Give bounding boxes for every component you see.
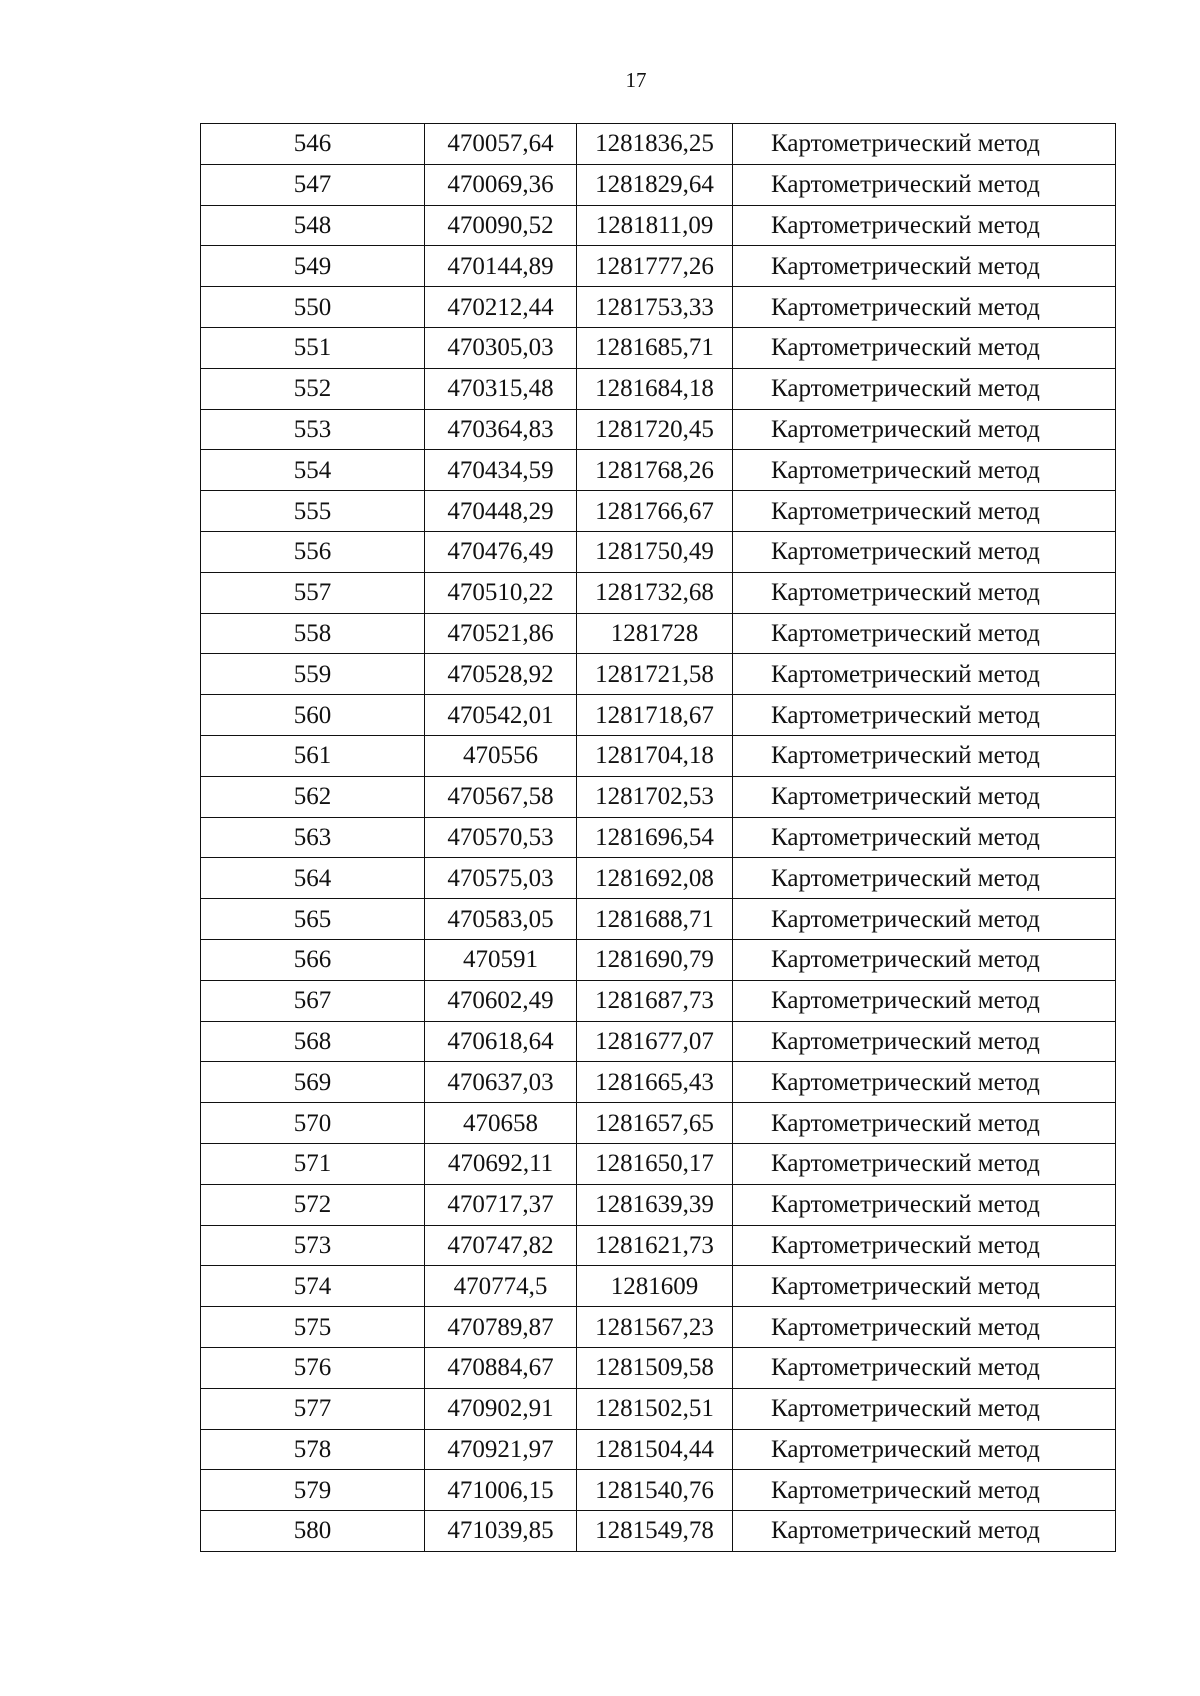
y-coordinate-cell: 1281777,26 [577,246,733,287]
x-coordinate-cell: 470637,03 [425,1062,577,1103]
coordinates-table-body [201,124,1116,1552]
point-number-cell: 571 [201,1143,425,1184]
method-cell: Картометрический метод [733,695,1116,736]
x-coordinate-cell: 470747,82 [425,1225,577,1266]
x-coordinate-cell: 470774,5 [425,1266,577,1307]
method-cell: Картометрический метод [733,246,1116,287]
table-row [201,939,1116,980]
y-coordinate-cell: 1281702,53 [577,776,733,817]
method-cell: Картометрический метод [733,939,1116,980]
x-coordinate-cell: 470434,59 [425,450,577,491]
x-coordinate-cell: 470717,37 [425,1184,577,1225]
y-coordinate-cell: 1281621,73 [577,1225,733,1266]
x-coordinate-cell: 470212,44 [425,287,577,328]
y-coordinate-cell: 1281502,51 [577,1388,733,1429]
method-cell: Картометрический метод [733,899,1116,940]
x-coordinate-cell: 470583,05 [425,899,577,940]
table-row [201,246,1116,287]
y-coordinate-cell: 1281692,08 [577,858,733,899]
x-coordinate-cell: 470692,11 [425,1143,577,1184]
method-cell: Картометрический метод [733,450,1116,491]
method-cell: Картометрический метод [733,1347,1116,1388]
point-number-cell: 555 [201,491,425,532]
method-cell: Картометрический метод [733,1062,1116,1103]
table-row [201,1388,1116,1429]
point-number-cell: 573 [201,1225,425,1266]
table-row [201,1062,1116,1103]
point-number-cell: 548 [201,205,425,246]
point-number-cell: 554 [201,450,425,491]
table-row [201,1470,1116,1511]
table-row [201,858,1116,899]
x-coordinate-cell: 470305,03 [425,327,577,368]
table-row [201,1429,1116,1470]
x-coordinate-cell: 470602,49 [425,980,577,1021]
y-coordinate-cell: 1281690,79 [577,939,733,980]
table-row [201,327,1116,368]
table-row [201,817,1116,858]
x-coordinate-cell: 470528,92 [425,654,577,695]
point-number-cell: 552 [201,368,425,409]
method-cell: Картометрический метод [733,1511,1116,1552]
y-coordinate-cell: 1281836,25 [577,124,733,165]
method-cell: Картометрический метод [733,1184,1116,1225]
x-coordinate-cell: 470364,83 [425,409,577,450]
y-coordinate-cell: 1281639,39 [577,1184,733,1225]
table-row [201,776,1116,817]
method-cell: Картометрический метод [733,1021,1116,1062]
point-number-cell: 569 [201,1062,425,1103]
y-coordinate-cell: 1281688,71 [577,899,733,940]
table-row [201,899,1116,940]
point-number-cell: 546 [201,124,425,165]
y-coordinate-cell: 1281657,65 [577,1103,733,1144]
method-cell: Картометрический метод [733,1143,1116,1184]
y-coordinate-cell: 1281753,33 [577,287,733,328]
point-number-cell: 578 [201,1429,425,1470]
y-coordinate-cell: 1281685,71 [577,327,733,368]
method-cell: Картометрический метод [733,287,1116,328]
x-coordinate-cell: 470069,36 [425,164,577,205]
method-cell: Картометрический метод [733,1225,1116,1266]
method-cell: Картометрический метод [733,1103,1116,1144]
y-coordinate-cell: 1281720,45 [577,409,733,450]
y-coordinate-cell: 1281540,76 [577,1470,733,1511]
method-cell: Картометрический метод [733,1266,1116,1307]
method-cell: Картометрический метод [733,858,1116,899]
method-cell: Картометрический метод [733,817,1116,858]
method-cell: Картометрический метод [733,613,1116,654]
y-coordinate-cell: 1281687,73 [577,980,733,1021]
x-coordinate-cell: 470884,67 [425,1347,577,1388]
table-row [201,491,1116,532]
x-coordinate-cell: 470090,52 [425,205,577,246]
point-number-cell: 580 [201,1511,425,1552]
y-coordinate-cell: 1281609 [577,1266,733,1307]
point-number-cell: 560 [201,695,425,736]
y-coordinate-cell: 1281718,67 [577,695,733,736]
y-coordinate-cell: 1281829,64 [577,164,733,205]
point-number-cell: 577 [201,1388,425,1429]
table-row [201,572,1116,613]
y-coordinate-cell: 1281811,09 [577,205,733,246]
point-number-cell: 572 [201,1184,425,1225]
y-coordinate-cell: 1281721,58 [577,654,733,695]
point-number-cell: 556 [201,531,425,572]
point-number-cell: 557 [201,572,425,613]
y-coordinate-cell: 1281704,18 [577,735,733,776]
point-number-cell: 551 [201,327,425,368]
method-cell: Картометрический метод [733,572,1116,613]
point-number-cell: 567 [201,980,425,1021]
y-coordinate-cell: 1281567,23 [577,1307,733,1348]
table-row [201,1266,1116,1307]
y-coordinate-cell: 1281750,49 [577,531,733,572]
method-cell: Картометрический метод [733,1307,1116,1348]
coordinates-table [200,123,1116,1552]
table-row [201,124,1116,165]
table-row [201,164,1116,205]
table-row [201,287,1116,328]
y-coordinate-cell: 1281684,18 [577,368,733,409]
x-coordinate-cell: 470556 [425,735,577,776]
x-coordinate-cell: 470658 [425,1103,577,1144]
x-coordinate-cell: 470542,01 [425,695,577,736]
y-coordinate-cell: 1281766,67 [577,491,733,532]
table-row [201,1184,1116,1225]
table-row [201,1021,1116,1062]
table-row [201,450,1116,491]
table-row [201,980,1116,1021]
x-coordinate-cell: 470575,03 [425,858,577,899]
y-coordinate-cell: 1281677,07 [577,1021,733,1062]
method-cell: Картометрический метод [733,1470,1116,1511]
table-row [201,368,1116,409]
point-number-cell: 574 [201,1266,425,1307]
x-coordinate-cell: 471006,15 [425,1470,577,1511]
y-coordinate-cell: 1281732,68 [577,572,733,613]
table-row [201,1103,1116,1144]
point-number-cell: 576 [201,1347,425,1388]
y-coordinate-cell: 1281665,43 [577,1062,733,1103]
y-coordinate-cell: 1281650,17 [577,1143,733,1184]
x-coordinate-cell: 470510,22 [425,572,577,613]
x-coordinate-cell: 470570,53 [425,817,577,858]
point-number-cell: 561 [201,735,425,776]
point-number-cell: 575 [201,1307,425,1348]
method-cell: Картометрический метод [733,205,1116,246]
x-coordinate-cell: 470921,97 [425,1429,577,1470]
method-cell: Картометрический метод [733,164,1116,205]
x-coordinate-cell: 470448,29 [425,491,577,532]
point-number-cell: 559 [201,654,425,695]
table-row [201,613,1116,654]
point-number-cell: 564 [201,858,425,899]
point-number-cell: 568 [201,1021,425,1062]
y-coordinate-cell: 1281768,26 [577,450,733,491]
method-cell: Картометрический метод [733,1388,1116,1429]
y-coordinate-cell: 1281549,78 [577,1511,733,1552]
method-cell: Картометрический метод [733,491,1116,532]
y-coordinate-cell: 1281728 [577,613,733,654]
method-cell: Картометрический метод [733,735,1116,776]
table-row [201,695,1116,736]
method-cell: Картометрический метод [733,1429,1116,1470]
table-row [201,205,1116,246]
x-coordinate-cell: 470057,64 [425,124,577,165]
x-coordinate-cell: 470315,48 [425,368,577,409]
y-coordinate-cell: 1281696,54 [577,817,733,858]
table-row [201,1307,1116,1348]
table-row [201,1347,1116,1388]
method-cell: Картометрический метод [733,124,1116,165]
point-number-cell: 565 [201,899,425,940]
point-number-cell: 570 [201,1103,425,1144]
table-row [201,735,1116,776]
y-coordinate-cell: 1281509,58 [577,1347,733,1388]
table-row [201,1143,1116,1184]
table-row [201,1225,1116,1266]
y-coordinate-cell: 1281504,44 [577,1429,733,1470]
x-coordinate-cell: 470476,49 [425,531,577,572]
x-coordinate-cell: 470567,58 [425,776,577,817]
x-coordinate-cell: 470902,91 [425,1388,577,1429]
x-coordinate-cell: 470618,64 [425,1021,577,1062]
x-coordinate-cell: 470521,86 [425,613,577,654]
method-cell: Картометрический метод [733,327,1116,368]
point-number-cell: 550 [201,287,425,328]
point-number-cell: 549 [201,246,425,287]
point-number-cell: 553 [201,409,425,450]
table-row [201,654,1116,695]
point-number-cell: 547 [201,164,425,205]
method-cell: Картометрический метод [733,409,1116,450]
point-number-cell: 563 [201,817,425,858]
point-number-cell: 566 [201,939,425,980]
table-row [201,1511,1116,1552]
page-number: 17 [625,68,647,92]
point-number-cell: 579 [201,1470,425,1511]
x-coordinate-cell: 471039,85 [425,1511,577,1552]
point-number-cell: 562 [201,776,425,817]
method-cell: Картометрический метод [733,368,1116,409]
method-cell: Картометрический метод [733,654,1116,695]
table-row [201,409,1116,450]
method-cell: Картометрический метод [733,980,1116,1021]
method-cell: Картометрический метод [733,531,1116,572]
x-coordinate-cell: 470144,89 [425,246,577,287]
x-coordinate-cell: 470789,87 [425,1307,577,1348]
method-cell: Картометрический метод [733,776,1116,817]
table-row [201,531,1116,572]
point-number-cell: 558 [201,613,425,654]
x-coordinate-cell: 470591 [425,939,577,980]
